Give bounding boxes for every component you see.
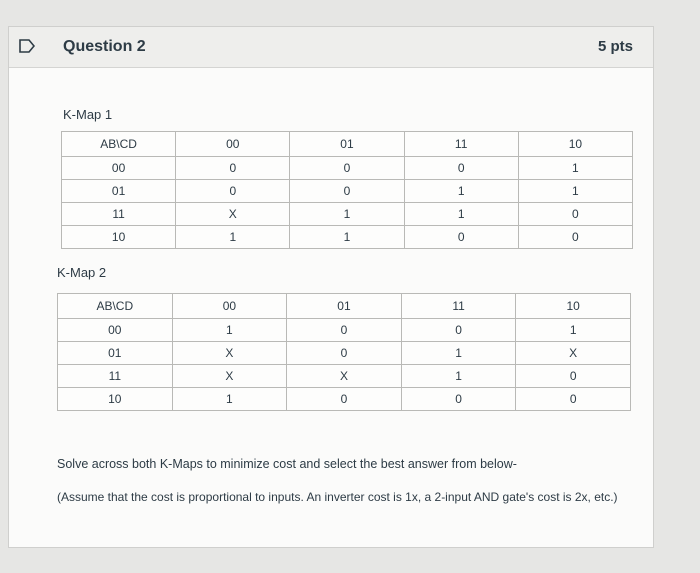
kmap-cell: 0 (290, 157, 404, 180)
instruction-prompt: Solve across both K-Maps to minimize cost and select the best answer from below- (57, 457, 517, 471)
kmap-cell: 0 (176, 180, 290, 203)
kmap-corner-label: AB\CD (58, 294, 173, 319)
kmap-cell: 0 (404, 157, 518, 180)
kmap-cell: 1 (518, 180, 632, 203)
kmap-cell: 0 (518, 226, 632, 249)
kmap-cell: X (172, 365, 287, 388)
kmap-cell: 0 (516, 388, 631, 411)
kmap-column-header: 11 (401, 294, 516, 319)
kmap-cell: 1 (401, 342, 516, 365)
kmap-cell: X (176, 203, 290, 226)
kmap-cell: X (516, 342, 631, 365)
kmap-cell: 1 (290, 203, 404, 226)
kmap-row-header: 11 (62, 203, 176, 226)
kmap-header-row (62, 132, 633, 157)
question-header (9, 27, 653, 68)
kmap-column-header: 00 (176, 132, 290, 157)
kmap-column-header: 10 (516, 294, 631, 319)
kmap-row (58, 365, 631, 388)
kmap1-label: K-Map 1 (63, 107, 113, 122)
kmap-cell: 0 (518, 203, 632, 226)
kmap-cell: X (172, 342, 287, 365)
kmap-cell: 0 (401, 388, 516, 411)
kmap-cell: 1 (290, 226, 404, 249)
kmap-cell: 0 (287, 319, 402, 342)
kmap-cell: 0 (290, 180, 404, 203)
kmap-cell: 1 (404, 180, 518, 203)
kmap-row (58, 388, 631, 411)
kmap-column-header: 01 (287, 294, 402, 319)
kmap-cell: X (287, 365, 402, 388)
kmap-cell: 1 (401, 365, 516, 388)
question-title: Question 2 (63, 38, 146, 55)
kmap2-table (57, 293, 631, 411)
kmap-row (62, 203, 633, 226)
kmap-cell: 1 (516, 319, 631, 342)
kmap-row-header: 11 (58, 365, 173, 388)
kmap-column-header: 00 (172, 294, 287, 319)
kmap-cell: 0 (287, 342, 402, 365)
kmap-row (62, 157, 633, 180)
kmap-row (62, 226, 633, 249)
kmap-row-header: 00 (62, 157, 176, 180)
kmap-row-header: 10 (58, 388, 173, 411)
kmap-row-header: 00 (58, 319, 173, 342)
kmap-row (58, 342, 631, 365)
question-points: 5 pts (597, 38, 633, 55)
kmap-column-header: 10 (518, 132, 632, 157)
kmap-cell: 1 (172, 319, 287, 342)
kmap-cell: 0 (401, 319, 516, 342)
kmap-row-header: 01 (58, 342, 173, 365)
kmap-corner-label: AB\CD (62, 132, 176, 157)
kmap-cell: 0 (516, 365, 631, 388)
instruction-note: (Assume that the cost is proportional to inputs. An inverter cost is 1x, a 2-input AND gate's cost is 2x, etc.) (57, 490, 618, 504)
kmap-cell: 0 (404, 226, 518, 249)
kmap-column-header: 01 (290, 132, 404, 157)
kmap-cell: 1 (176, 226, 290, 249)
kmap-row-header: 10 (62, 226, 176, 249)
kmap2-label: K-Map 2 (57, 265, 107, 280)
kmap-cell: 0 (176, 157, 290, 180)
kmap1-table (61, 131, 633, 249)
kmap-header-row (58, 294, 631, 319)
kmap-column-header: 11 (404, 132, 518, 157)
kmap-cell: 0 (287, 388, 402, 411)
kmap-row (62, 180, 633, 203)
kmap-row (58, 319, 631, 342)
kmap-cell: 1 (518, 157, 632, 180)
kmap-cell: 1 (172, 388, 287, 411)
kmap-cell: 1 (404, 203, 518, 226)
bookmark-flag-icon[interactable] (19, 39, 35, 53)
question-card (8, 26, 654, 548)
kmap-row-header: 01 (62, 180, 176, 203)
